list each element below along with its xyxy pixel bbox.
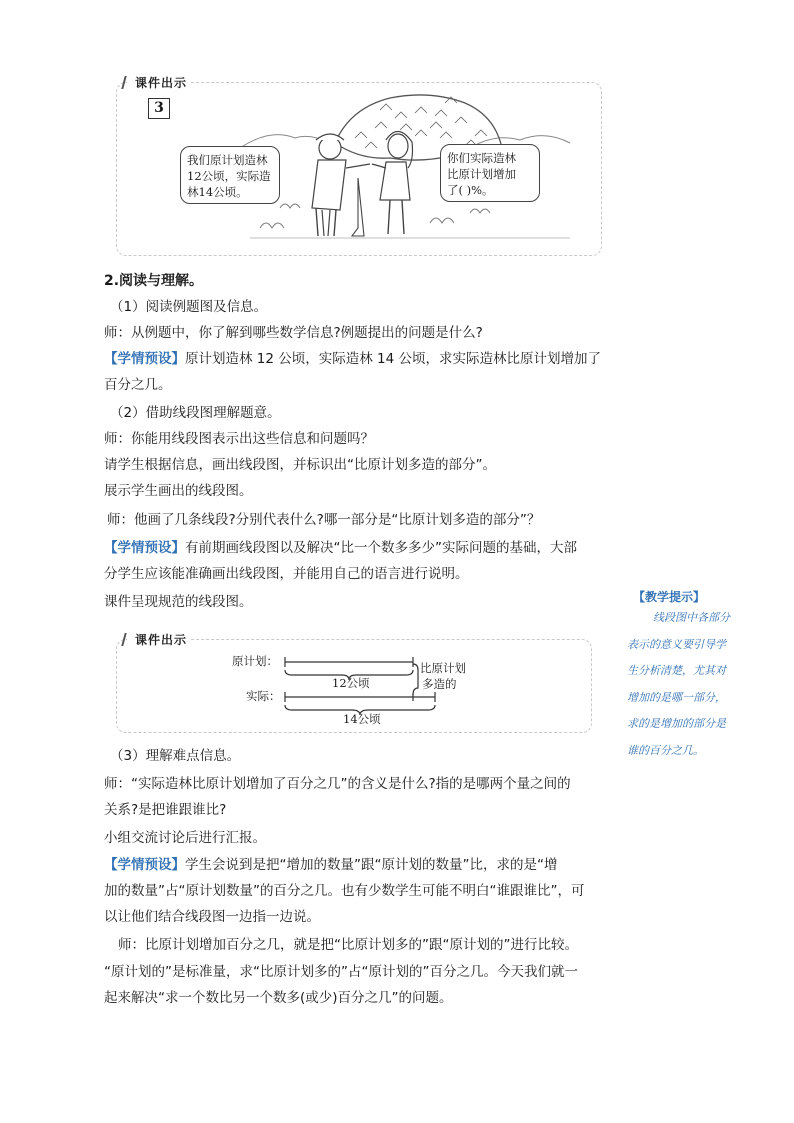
preset-3-line-3: 以让他们结合线段图一边指一边说。 — [104, 909, 320, 925]
teacher-question-2: 师：你能用线段图表示出这些信息和问题吗？ — [104, 431, 374, 447]
teaching-tip — [627, 588, 757, 764]
bubble-right-line-2: 比原计划增加 — [447, 167, 516, 181]
bubble-right-line-1: 你们实际造林 — [447, 151, 516, 165]
tip-line-4: 增加的是哪一部分， — [627, 690, 726, 704]
preset-3-line-1 — [104, 854, 557, 876]
step-1: （1）阅读例题图及信息。 — [110, 299, 268, 315]
extra-label-2: 多造的 — [422, 677, 457, 691]
speech-bubble-right — [440, 144, 540, 202]
teacher-question-1: 师：从例题中，你了解到哪些数学信息?例题提出的问题是什么? — [104, 325, 483, 341]
teacher-question-4-line-2: 关系?是把谁跟谁比? — [104, 802, 227, 818]
courseware-tag-2: 课件出示 — [127, 631, 191, 648]
preset-2-line-2: 分学生应该能准确画出线段图，并能用自己的语言进行说明。 — [104, 566, 469, 582]
plan-value: 12公顷 — [332, 676, 370, 690]
preset-3-line-2: 加的数量”占“原计划数量”的百分之几。也有少数学生可能不明白“谁跟谁比”，可 — [104, 883, 585, 899]
bubble-left-line-3: 林14公顷。 — [187, 185, 248, 199]
preset-label: 【学情预设】 — [104, 857, 185, 873]
preset-1-line-1 — [104, 348, 601, 370]
instruction-discuss: 小组交流讨论后进行汇报。 — [104, 830, 266, 846]
preset-2-text: 有前期画线段图以及解决“比一个数多多少”实际问题的基础，大部 — [185, 540, 577, 556]
tip-title: 【教学提示】 — [633, 590, 706, 604]
label-actual: 实际： — [246, 689, 281, 703]
courseware-tag: 课件出示 — [127, 74, 191, 91]
step-3: （3）理解难点信息。 — [110, 748, 241, 764]
tip-line-6: 谁的百分之几。 — [627, 743, 704, 757]
speech-bubble-left — [180, 146, 280, 204]
preset-label: 【学情预设】 — [104, 351, 185, 367]
preset-2-line-1 — [104, 537, 577, 559]
step-2: （2）借助线段图理解题意。 — [110, 405, 281, 421]
preset-3-text: 学生会说到是把“增加的数量”跟“原计划的数量”比，求的是“增 — [185, 857, 558, 873]
actual-value: 14公顷 — [343, 712, 381, 726]
line-segment-diagram — [280, 650, 440, 725]
tip-line-5: 求的是增加的部分是 — [627, 717, 726, 730]
bubble-right-line-3: 了( )%。 — [447, 183, 494, 197]
preset-1-line-2: 百分之几。 — [104, 377, 172, 393]
tip-line-2: 表示的意义要引导学 — [627, 637, 726, 651]
label-plan: 原计划： — [232, 654, 278, 668]
instruction-draw: 请学生根据信息，画出线段图，并标识出“比原计划多造的部分”。 — [104, 457, 496, 473]
bubble-left-line-2: 12公顷，实际造 — [187, 169, 271, 183]
tip-line-1: 线段图中各部分 — [653, 611, 730, 624]
teacher-summary-line-3: 起来解决“求一个数比另一个数多(或少)百分之几”的问题。 — [104, 990, 453, 1006]
teacher-summary-line-1: 师：比原计划增加百分之几，就是把“比原计划多的”跟“原计划的”进行比较。 — [118, 937, 578, 953]
teacher-summary-line-2: “原计划的”是标准量，求“比原计划多的”占“原计划的”百分之几。今天我们就一 — [104, 964, 578, 980]
teacher-question-3: 师：他画了几条线段?分别代表什么?哪一部分是“比原计划多造的部分”？ — [107, 512, 541, 528]
section-title: 2.阅读与理解。 — [104, 273, 204, 289]
teacher-question-4-line-1: 师：“实际造林比原计划增加了百分之几”的含义是什么?指的是哪两个量之间的 — [104, 776, 571, 792]
instruction-present: 课件呈现规范的线段图。 — [104, 594, 253, 610]
preset-label: 【学情预设】 — [104, 540, 185, 556]
instruction-show: 展示学生画出的线段图。 — [104, 483, 253, 499]
preset-1-text: 原计划造林 12 公顷，实际造林 14 公顷，求实际造林比原计划增加了 — [185, 351, 602, 367]
tip-line-3: 生分析清楚，尤其对 — [627, 664, 726, 677]
bubble-left-line-1: 我们原计划造林 — [187, 153, 268, 167]
example-number-badge: 3 — [148, 98, 170, 119]
extra-label-1: 比原计划 — [420, 661, 466, 675]
